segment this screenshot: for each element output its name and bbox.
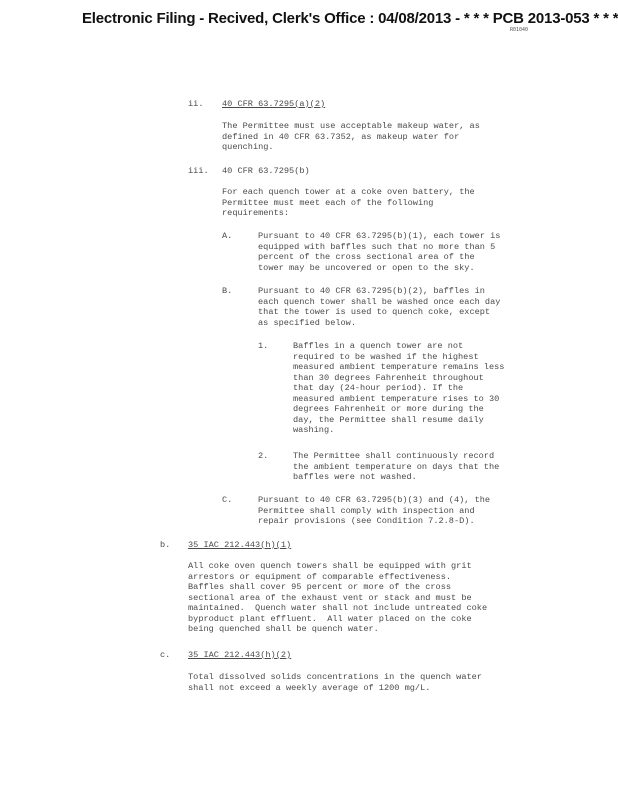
item-A-label: A. bbox=[222, 231, 233, 241]
item-B2-text: The Permittee shall continuously record the ambient temperature on days that the baffles were not washed. bbox=[293, 451, 500, 482]
item-iii-text: For each quench tower at a coke oven battery, the Permittee must meet each of the following requirements: bbox=[222, 187, 475, 218]
page-reference: R01040 bbox=[510, 27, 529, 33]
item-B1-text: Baffles in a quench tower are not required to be washed if the highest measured ambient temperature remains less than 30 degrees Fahrenheit throughout that day (24-hour period). If the measured ambient temperature rises to 30 degrees Fahrenheit or more during the day, the Permittee shall resume daily washing. bbox=[293, 341, 505, 435]
item-C-label: C. bbox=[222, 495, 233, 505]
filing-stamp-header: Electronic Filing - Recived, Clerk's Office : 04/08/2013 - * * * PCB 2013-053 * * * bbox=[82, 10, 618, 27]
item-B-label: B. bbox=[222, 286, 233, 296]
item-iii-citation: 40 CFR 63.7295(b) bbox=[222, 166, 310, 176]
item-c-citation: 35 IAC 212.443(h)(2) bbox=[188, 650, 292, 660]
item-ii-text: The Permittee must use acceptable makeup water, as defined in 40 CFR 63.7352, as makeup water for quenching. bbox=[222, 121, 480, 152]
item-b-text: All coke oven quench towers shall be equipped with grit arrestors or equipment of comparable effectiveness. Baffles shall cover 95 percent or more of the cross sectional area of the exhaust vent or stack and must be maintained. Quench water shall not include untreated coke byproduct plant effluent. All water placed on the coke being quenched shall be quench water. bbox=[188, 561, 488, 634]
item-A-text: Pursuant to 40 CFR 63.7295(b)(1), each tower is equipped with baffles such that no more than 5 percent of the cross sectional area of the tower may be uncovered or open to the sky. bbox=[258, 231, 501, 273]
item-c-text: Total dissolved solids concentrations in the quench water shall not exceed a weekly average of 1200 mg/L. bbox=[188, 672, 482, 693]
item-b-citation: 35 IAC 212.443(h)(1) bbox=[188, 540, 292, 550]
item-ii-citation: 40 CFR 63.7295(a)(2) bbox=[222, 99, 326, 109]
item-b-label: b. bbox=[160, 540, 171, 550]
item-B-text: Pursuant to 40 CFR 63.7295(b)(2), baffles in each quench tower shall be washed once each day that the tower is used to quench coke, except as specified below. bbox=[258, 286, 501, 328]
item-iii-number: iii. bbox=[188, 166, 209, 176]
item-ii-number: ii. bbox=[188, 99, 204, 109]
item-B1-label: 1. bbox=[258, 341, 269, 351]
item-B2-label: 2. bbox=[258, 451, 269, 461]
item-c-label: c. bbox=[160, 650, 171, 660]
item-C-text: Pursuant to 40 CFR 63.7295(b)(3) and (4), the Permittee shall comply with inspection and repair provisions (see Condition 7.2.8-D). bbox=[258, 495, 491, 526]
